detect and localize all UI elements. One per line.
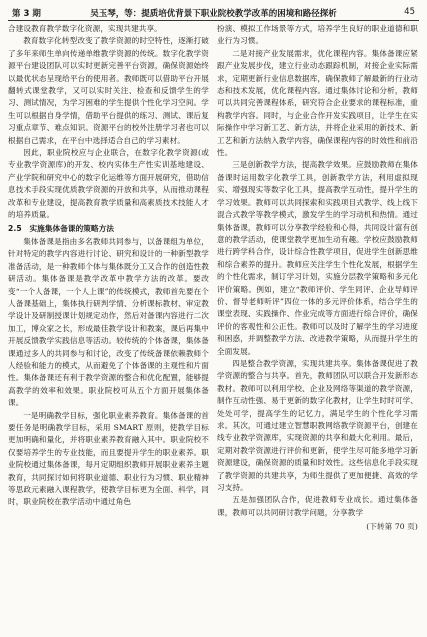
article-body bbox=[8, 23, 419, 633]
paragraph: 因此，职业院校应与企业联合，在数字化教学资源(或专业教学资源库)的开发、校内实体生产性实训基地建设、产业学院和研究中心的数字化运维等方面开展研究，借助信息技术手段实现优质教学资源的开放和共享，从而推动课程改革和专业建设，提高教育教学质量和高素质技术技能人才的培养质量。 bbox=[8, 148, 209, 220]
paragraph: 二是对接产业发展需求，优化课程内容。集体备课应紧跟产业发展步伐，建立行业动态跟踪机制，对接企业实际需求，定期更新行业信息数据库，确保教师了解最新的行业动态和技术发展，优化课程内容。通过集体讨论和分析，教师可以共同完善课程体系，研究符合企业要求的课程标准，重构教学内容。同时，与企业合作开发实践项目，让学生在实际操作中学习新工艺、新方法，并将企业采用的新技术、新工艺和新方法纳入教学内容，确保课程内容的时效性和前沿性。 bbox=[217, 48, 418, 158]
section-heading: 2.5 实施集体备课的策略方法 bbox=[8, 223, 115, 233]
page-number: 45 bbox=[404, 7, 415, 17]
page-header bbox=[8, 4, 419, 20]
paragraph: 四是整合教学资源，实现共建共享。集体备课促进了教学资源的整合与共享。首先，教师团队可以联合开发新形态教材。教师可以利用学校、企业及网络等渠道的教学资源，制作互动性强、易于更新的数字化教材，让学生时时可学、处处可学，提高学生的记忆力，满足学生的个性化学习需求。其次，可通过建立智慧职教网络教学资源平台，创建在线专业教学资源库，实现资源的共享和最大化利用。最后，定期对教学资源进行评价和更新，使学生尽可能多地学习新资源建设，确保资源的质量和时效性。这些信息化手段实现了教学资源的共建共享，为师生提供了更加便捷、高效的学习支持。 bbox=[217, 358, 418, 493]
right-column bbox=[217, 23, 418, 633]
paragraph: 教育数字化转型改变了教学资源的时空特性，逐渐打破了多年来师生单向传递单维教学资源的传统。数字化教学资源平台建设团队可以实时更新完善平台资源，确保资源始终以最优状态呈现给平台的使用者。教师既可以借助平台开展翻转式课堂教学，又可以实时关注、检查和反馈学生的学习、测试情况，为学习困难的学生提供个性化学习空间。学生可以根据自身学情，借助平台提供的练习、测试、课后复习重点章节、难点知识。资源平台的校外注册学习者也可以根据自己需求，在平台中选择适合自己的学习素材。 bbox=[8, 36, 209, 145]
issue-number: 第 3 期 bbox=[12, 9, 41, 19]
paragraph: 三是创新教学方法，提高教学效果。应鼓励教师在集体备课时运用数字化教学工具，创新教学方法，利用虚拟现实、增强现实等数字化工具，提高教学互动性，提升学生的学习效果。教师可以共同探索和实践项目式教学、线上线下混合式教学等教学模式，激发学生的学习动机和热情。通过集体备课，教师可以分享教学经验和心得，共同设计富有创意的教学活动，使课堂教学更加生动有趣。学校应鼓励教师进行跨学科合作，设计综合性教学项目，促进学生创新思维和综合素养的提升。教师应关注学生个性化发展，根据学生的个性化需求，制订学习计划，实施分层教学策略和多元化评价策略。例如，建立“教师评价、学生同评、企业导师评价、督导老师听评”四位一体的多元评价体系，结合学生的课堂表现、实践操作、作业完成等方面进行综合评价，确保评价的客观性和公正性。教师可以及时了解学生的学习进度和困惑，并调整教学方法、改进教学策略，从而提升学生的全面发展。 bbox=[217, 160, 418, 356]
running-title: 吴玉琴，等：提质培优背景下职业院校教学改革的困境和路径探析 bbox=[90, 9, 337, 19]
paragraph: 集体备课是指由多名教师共同参与，以备课组为单位，针对特定的教学内容进行讨论、研究和设计的一种新型教学准备活动，是一种教师个体与集体既分工又合作的创造性教研活动。集体备课是教学改革中教学方法的改革。要改变“一个人备课，一个人上课”的传统模式，教师首先要在个人备课基础上，集体执行研判学情、分析课标教材、审定教学设计及研制授课计划规定动作，然后对备课内容进行二次加工，博众家之长，形成最佳教学设计和教案，课后再集中开展反馈教学实践信息等活动。较传统的个体备课，集体备课通过多人的共同参与和讨论，改变了传统备课依赖教师个人经验和能力的模式，从而避免了个体备课的主观性和片面性。集体备课还有利于教学资源的整合和优化配置，能够提高教学的效率和效果。职业院校可从五个方面开展集体备课。 bbox=[8, 236, 209, 408]
paragraph: 一是明确教学目标，强化职业素养教育。集体备课的首要任务是明确教学目标，采用 SMART 原则，使教学目标更加明确和量化，并将职业素养教育融入其中。职业院校不仅要培养学生的专业技能，而且要提升学生的职业素养。职业院校通过集体备课，每月定期组织教师开展职业素养主题教育，共同探讨如何将职业道德、职业行为习惯、职业精神等思政元素融入课程教学，使教学目标更为全面、科学，同时，职业院校在教学活动中通过角色 bbox=[8, 410, 209, 507]
paragraph: 合建设教育教学数字化资源，实现共建共享。 bbox=[8, 24, 162, 33]
paragraph: 扮演、模拟工作场景等方式，培养学生良好的职业道德和职业行为习惯。 bbox=[217, 24, 418, 46]
header-rule bbox=[8, 20, 419, 21]
paragraph: 五是加强团队合作，促进教师专业成长。通过集体备课，教师可以共同研讨教学问题，分享教学 bbox=[217, 495, 418, 517]
continuation-note: (下转第 70 页) bbox=[366, 522, 418, 532]
left-column bbox=[8, 23, 209, 633]
